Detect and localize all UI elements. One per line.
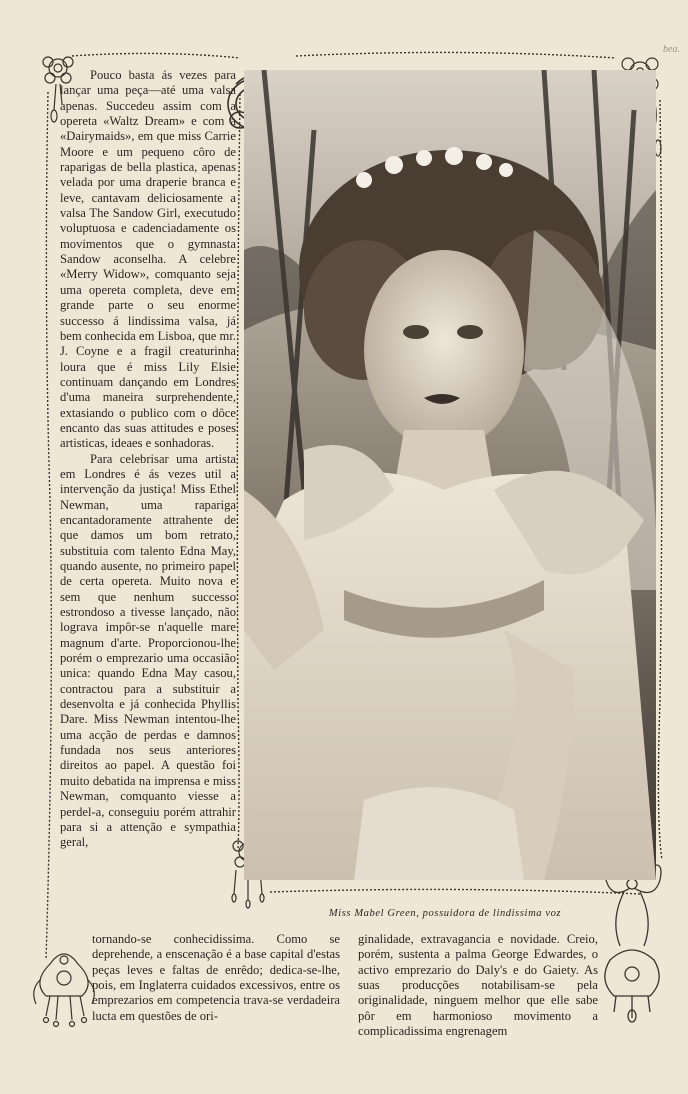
article-bottom-right: [358, 932, 598, 1039]
article-continuation-right: ginalidade, extravagancia e novidade. Creio, porém, sustenta a palma George Edwardes, o activo emprezario do Daly's e do Gaiety. As suas producções notabilisam-se pela originalidade, ninguem melhor que elle sabe pôr em harmonioso movimento a complicadissima engrenagem: [358, 932, 598, 1039]
article-continuation-left: tornando-se conhecidissima. Como se deprehende, a enscenação é a base capital d'estas peças leves e faltas de enrêdo; dedica-se-lhe, pois, em Inglaterra cuidados excessivos, entre os emprezarios em competencia trava-se verdadeira lucta em questões de ori-: [92, 932, 340, 1023]
article-paragraph-2: Para celebrisar uma artista em Londres é ás vezes util a intervenção da justiça! Miss Ethel Newman, uma rapariga encantadoramente attrahente de que damos um bom retrato, substituia com talento Edna May, quando ausente, no primeiro papel de certa opereta. Muito nova e sem que nenhum successo estrondoso a tivesse lançado, não lograva impôr-se n'aquelle mare magnum d'arte. Proporcionou-lhe porém o emprezario uma occasião unica: quando Edna May casou, contractou para a substituir a desenvolta e já conhecida Phyllis Dare. Miss Newman intentou-lhe uma acção de perdas e damnos fundada nos seus anteriores direitos ao papel. A questão foi muito debatida na imprensa e miss Newman, comquanto viesse a perdel-a, conseguiu porém attrahir para si a attenção e sympathia geral,: [60, 451, 236, 850]
bow-ornament-bottom-right: [605, 865, 661, 1022]
pendant-ornament-bottom-left: [34, 954, 95, 1027]
portrait-photo: [244, 70, 656, 880]
article-paragraph-1: Pouco basta ás vezes para lançar uma peça—até uma valsa apenas. Succedeu assim com a opereta «Waltz Dream» e com a «Dairymaids», em que miss Carrie Moore e um pequeno côro de raparigas de bella plastica, apenas velada por uma draperie branca e leve, cantavam deliciosamente a valsa The Sandow Girl, executudo voluptuosa e cadenciadamente os movimentos que o gymnasta Sandow aconselha. A celebre «Merry Widow», comquanto seja uma opereta completa, deve em grande parte o seu enorme successo á lindissima valsa, já bem conhecida em Lisboa, que mr. J. Coyne e a fragil creaturinha loura que é miss Lily Elsie continuam dançando em Londres d'uma maneira surprehendente, extasiando o publico com o dôce encanto das suas attitudes e poses artisticas, ideaes e sonhadoras.: [60, 68, 236, 451]
photo-caption: Miss Mabel Green, possuidora de lindissima voz: [328, 908, 562, 919]
article-bottom-left: [92, 932, 340, 1024]
article-left-column: [60, 68, 236, 851]
photo-signature: bea.: [663, 44, 680, 55]
